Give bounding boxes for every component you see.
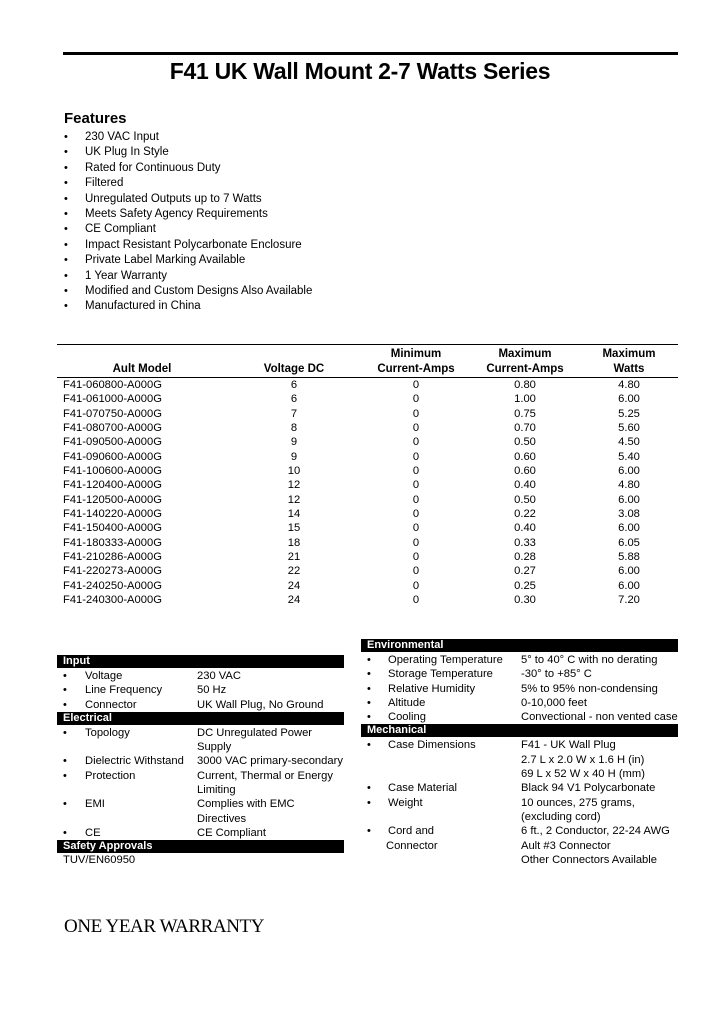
bullet-icon: • (367, 825, 371, 838)
feature-item (64, 269, 312, 284)
table-row (57, 493, 678, 507)
feature-item (64, 284, 312, 299)
table-row (57, 478, 678, 492)
feature-item (64, 222, 312, 237)
voltage-cell: 12 (287, 493, 301, 506)
mechanical-row (361, 738, 678, 781)
bullet-icon: • (63, 698, 67, 711)
max-current-cell: 0.75 (514, 407, 536, 420)
watts-cell: 6.00 (618, 465, 640, 478)
bullet-icon: • (63, 755, 67, 768)
watts-cell: 4.80 (618, 379, 640, 391)
environmental-label: Operating Temperature (388, 654, 503, 666)
input-value: 50 Hz (197, 684, 227, 697)
feature-item (64, 238, 312, 253)
watts-cell: 4.80 (618, 479, 640, 492)
electrical-heading: Electrical (57, 712, 344, 725)
min-current-cell: 0 (412, 536, 420, 549)
model-cell: F41-150400-A000G (63, 522, 162, 535)
min-current-cell: 0 (412, 565, 420, 578)
electrical-value: Complies with EMC (197, 798, 295, 811)
min-current-cell: 0 (412, 493, 420, 506)
bullet-icon: • (63, 798, 67, 811)
feature-item (64, 192, 312, 207)
environmental-label: Storage Temperature (388, 668, 493, 681)
header-min-line2: Current-Amps (377, 363, 455, 375)
safety-text: TUV/EN60950 (63, 854, 136, 867)
min-current-cell: 0 (412, 594, 420, 607)
bullet-icon: • (367, 782, 371, 795)
model-cell: F41-140220-A000G (63, 508, 162, 521)
watts-cell: 3.08 (618, 508, 640, 521)
header-max-line2: Current-Amps (486, 363, 564, 375)
min-current-cell: 0 (412, 465, 420, 478)
mechanical-value: F41 - UK Wall Plug (521, 739, 616, 752)
electrical-label: EMI (85, 798, 105, 811)
feature-text: UK Plug In Style (85, 146, 169, 159)
feature-text: Private Label Marking Available (85, 254, 246, 267)
min-current-cell: 0 (412, 479, 420, 492)
max-current-cell: 0.60 (514, 465, 536, 478)
min-current-cell: 0 (412, 379, 420, 391)
environmental-value: 5% to 95% non-condensing (521, 682, 658, 695)
electrical-value: 3000 VAC primary-secondary (197, 755, 343, 768)
mechanical-value: (excluding cord) (521, 810, 601, 823)
table-row (57, 450, 678, 464)
max-current-cell: 0.40 (514, 479, 536, 492)
max-current-cell: 0.60 (514, 450, 536, 463)
mechanical-row (361, 796, 678, 825)
electrical-value: Directives (197, 812, 247, 825)
feature-item (64, 161, 312, 176)
mechanical-label-line2: Connector (386, 839, 438, 852)
table-row (57, 421, 678, 435)
table-row (57, 407, 678, 421)
electrical-row (57, 826, 344, 840)
page-title: F41 UK Wall Mount 2-7 Watts Series (169, 58, 551, 84)
header-watts-line1: Maximum (602, 348, 656, 360)
table-top-rule (57, 344, 678, 345)
mechanical-value: 6 ft., 2 Conductor, 22-24 AWG (521, 825, 670, 838)
max-current-cell: 0.50 (514, 493, 536, 506)
mechanical-value: 10 ounces, 275 grams, (521, 796, 635, 809)
bullet-icon: • (64, 284, 68, 297)
min-current-cell: 0 (412, 551, 420, 564)
max-current-cell: 0.33 (514, 536, 536, 549)
features-heading: Features (64, 110, 127, 127)
max-current-cell: 0.30 (514, 594, 536, 607)
environmental-label: Relative Humidity (388, 682, 476, 695)
environmental-row (361, 696, 678, 710)
input-label: Line Frequency (85, 684, 163, 697)
feature-text: Unregulated Outputs up to 7 Watts (85, 192, 262, 205)
mechanical-heading: Mechanical (361, 724, 678, 737)
mechanical-value: 69 L x 52 W x 40 H (mm) (521, 768, 645, 781)
feature-text: Modified and Custom Designs Also Available (85, 284, 313, 297)
environmental-rows (361, 652, 678, 724)
input-value: UK Wall Plug, No Ground (197, 698, 324, 711)
feature-text: Filtered (85, 177, 124, 190)
bullet-icon: • (64, 177, 68, 190)
model-cell: F41-080700-A000G (63, 422, 162, 435)
voltage-cell: 14 (287, 508, 301, 521)
bullet-icon: • (63, 826, 67, 839)
bullet-icon: • (64, 207, 68, 220)
bullet-icon: • (64, 146, 68, 159)
bullet-icon: • (367, 739, 371, 752)
electrical-value: Current, Thermal or Energy (197, 769, 333, 782)
watts-cell: 5.60 (618, 422, 640, 435)
table-header (57, 347, 678, 377)
table-row (57, 593, 678, 607)
voltage-cell: 8 (290, 422, 298, 435)
voltage-cell: 6 (290, 379, 298, 391)
electrical-rows (57, 725, 344, 840)
warranty-text: ONE YEAR WARRANTY (64, 916, 265, 937)
feature-item (64, 253, 312, 268)
electrical-row (57, 754, 344, 768)
max-current-cell: 1.00 (514, 393, 536, 406)
electrical-label: Dielectric Withstand (85, 755, 184, 768)
bullet-icon: • (63, 726, 67, 739)
voltage-cell: 6 (290, 393, 298, 406)
model-cell: F41-240250-A000G (63, 579, 162, 592)
mechanical-label: Case Dimensions (388, 739, 476, 752)
bullet-icon: • (367, 711, 371, 724)
mechanical-row (361, 781, 678, 795)
left-spec-column (57, 655, 344, 868)
mechanical-value: Other Connectors Available (521, 853, 657, 866)
max-current-cell: 0.50 (514, 436, 536, 449)
watts-cell: 6.00 (618, 565, 640, 578)
mechanical-rows (361, 737, 678, 867)
bullet-icon: • (64, 131, 68, 143)
max-current-cell: 0.25 (514, 579, 536, 592)
mechanical-value: Ault #3 Connector (521, 839, 611, 852)
electrical-value: CE Compliant (197, 826, 267, 839)
bullet-icon: • (367, 696, 371, 709)
voltage-cell: 9 (290, 436, 298, 449)
electrical-label: Protection (85, 769, 136, 782)
bullet-icon: • (367, 668, 371, 681)
model-cell: F41-120400-A000G (63, 479, 162, 492)
min-current-cell: 0 (412, 407, 420, 420)
model-cell: F41-210286-A000G (63, 551, 162, 564)
feature-text: Meets Safety Agency Requirements (85, 207, 268, 220)
mechanical-label: Weight (388, 796, 423, 809)
voltage-cell: 22 (287, 565, 301, 578)
watts-cell: 6.00 (618, 522, 640, 535)
voltage-cell: 9 (290, 450, 298, 463)
voltage-cell: 24 (287, 579, 301, 592)
voltage-cell: 15 (287, 522, 301, 535)
table-row (57, 507, 678, 521)
header-watts-line2: Watts (613, 363, 645, 375)
environmental-heading: Environmental (361, 639, 678, 652)
model-cell: F41-100600-A000G (63, 465, 162, 478)
voltage-cell: 21 (287, 551, 301, 564)
bullet-icon: • (63, 769, 67, 782)
watts-cell: 6.00 (618, 393, 640, 406)
model-cell: F41-180333-A000G (63, 536, 162, 549)
environmental-value: Convectional - non vented case (521, 711, 678, 724)
mechanical-row (361, 824, 678, 867)
bullet-icon: • (63, 684, 67, 697)
environmental-row (361, 682, 678, 696)
bullet-icon: • (64, 192, 68, 205)
watts-cell: 6.05 (618, 536, 640, 549)
electrical-value: Limiting (197, 784, 236, 797)
bullet-icon: • (64, 161, 68, 174)
max-current-cell: 0.22 (514, 508, 536, 521)
max-current-cell: 0.27 (514, 565, 536, 578)
table-row (57, 378, 678, 392)
input-row (57, 669, 344, 683)
safety-heading: Safety Approvals (57, 840, 344, 853)
table-row (57, 435, 678, 449)
header-voltage: Voltage DC (263, 363, 325, 375)
bullet-icon: • (63, 670, 67, 682)
bullet-icon: • (64, 254, 68, 267)
feature-text: Rated for Continuous Duty (85, 161, 221, 174)
features-list (64, 130, 312, 315)
input-value: 230 VAC (197, 670, 241, 682)
electrical-row (57, 769, 344, 798)
electrical-value: Supply (197, 741, 232, 754)
max-current-cell: 0.28 (514, 551, 536, 564)
header-max-line1: Maximum (498, 348, 552, 360)
model-cell: F41-060800-A000G (63, 379, 162, 391)
feature-item (64, 145, 312, 160)
watts-cell: 5.40 (618, 450, 640, 463)
feature-item (64, 207, 312, 222)
feature-text: 1 Year Warranty (85, 269, 168, 282)
bullet-icon: • (64, 238, 68, 251)
min-current-cell: 0 (412, 508, 420, 521)
input-heading: Input (57, 655, 344, 668)
watts-cell: 7.20 (618, 594, 640, 607)
header-model: Ault Model (112, 363, 172, 375)
electrical-row (57, 797, 344, 826)
watts-cell: 6.00 (618, 579, 640, 592)
model-cell: F41-090500-A000G (63, 436, 162, 449)
model-cell: F41-090600-A000G (63, 450, 162, 463)
electrical-label: Topology (85, 726, 130, 739)
environmental-row (361, 667, 678, 681)
min-current-cell: 0 (412, 522, 420, 535)
model-cell: F41-220273-A000G (63, 565, 162, 578)
feature-item (64, 130, 312, 145)
feature-item (64, 176, 312, 191)
max-current-cell: 0.40 (514, 522, 536, 535)
voltage-cell: 12 (287, 479, 301, 492)
voltage-cell: 18 (287, 536, 301, 549)
table-row (57, 521, 678, 535)
voltage-cell: 10 (287, 465, 301, 478)
mechanical-label: Cord and (388, 825, 435, 838)
bullet-icon: • (367, 796, 371, 809)
environmental-value: -30° to +85° C (521, 668, 592, 681)
model-cell: F41-120500-A000G (63, 493, 162, 506)
feature-text: Impact Resistant Polycarbonate Enclosure (85, 238, 302, 251)
mechanical-value: 2.7 L x 2.0 W x 1.6 H (in) (521, 753, 645, 766)
feature-item (64, 299, 312, 314)
environmental-value: 5° to 40° C with no derating (521, 654, 658, 666)
table-row (57, 550, 678, 564)
watts-cell: 4.50 (618, 436, 640, 449)
environmental-label: Altitude (388, 696, 426, 709)
table-row (57, 564, 678, 578)
electrical-row (57, 726, 344, 755)
feature-text: CE Compliant (85, 223, 156, 236)
mechanical-value: Black 94 V1 Polycarbonate (521, 782, 656, 795)
min-current-cell: 0 (412, 436, 420, 449)
bullet-icon: • (367, 654, 371, 666)
feature-text: Manufactured in China (85, 300, 201, 313)
electrical-label: CE (85, 826, 101, 839)
watts-cell: 6.00 (618, 493, 640, 506)
input-row (57, 683, 344, 697)
bullet-icon: • (64, 269, 68, 282)
max-current-cell: 0.70 (514, 422, 536, 435)
bullet-icon: • (64, 300, 68, 313)
min-current-cell: 0 (412, 450, 420, 463)
input-rows (57, 668, 344, 712)
min-current-cell: 0 (412, 579, 420, 592)
min-current-cell: 0 (412, 422, 420, 435)
max-current-cell: 0.80 (514, 379, 536, 391)
bullet-icon: • (367, 682, 371, 695)
watts-cell: 5.88 (618, 551, 640, 564)
voltage-cell: 7 (290, 407, 298, 420)
model-cell: F41-240300-A000G (63, 594, 162, 607)
watts-cell: 5.25 (618, 407, 640, 420)
table-row (57, 536, 678, 550)
electrical-value: DC Unregulated Power (197, 726, 313, 739)
table-row (57, 464, 678, 478)
environmental-value: 0-10,000 feet (521, 696, 587, 709)
input-label: Connector (85, 698, 137, 711)
feature-text: 230 VAC Input (85, 131, 159, 143)
top-rule (63, 52, 678, 55)
model-cell: F41-061000-A000G (63, 393, 162, 406)
right-spec-column (361, 639, 678, 867)
table-row (57, 392, 678, 406)
voltage-cell: 24 (287, 594, 301, 607)
input-label: Voltage (85, 670, 123, 682)
table-row (57, 579, 678, 593)
environmental-row (361, 710, 678, 724)
model-table-body (57, 378, 678, 608)
environmental-row (361, 653, 678, 667)
model-cell: F41-070750-A000G (63, 407, 162, 420)
environmental-label: Cooling (388, 711, 426, 724)
header-min-line1: Minimum (390, 348, 442, 360)
min-current-cell: 0 (412, 393, 420, 406)
bullet-icon: • (64, 223, 68, 236)
input-row (57, 698, 344, 712)
mechanical-label: Case Material (388, 782, 458, 795)
